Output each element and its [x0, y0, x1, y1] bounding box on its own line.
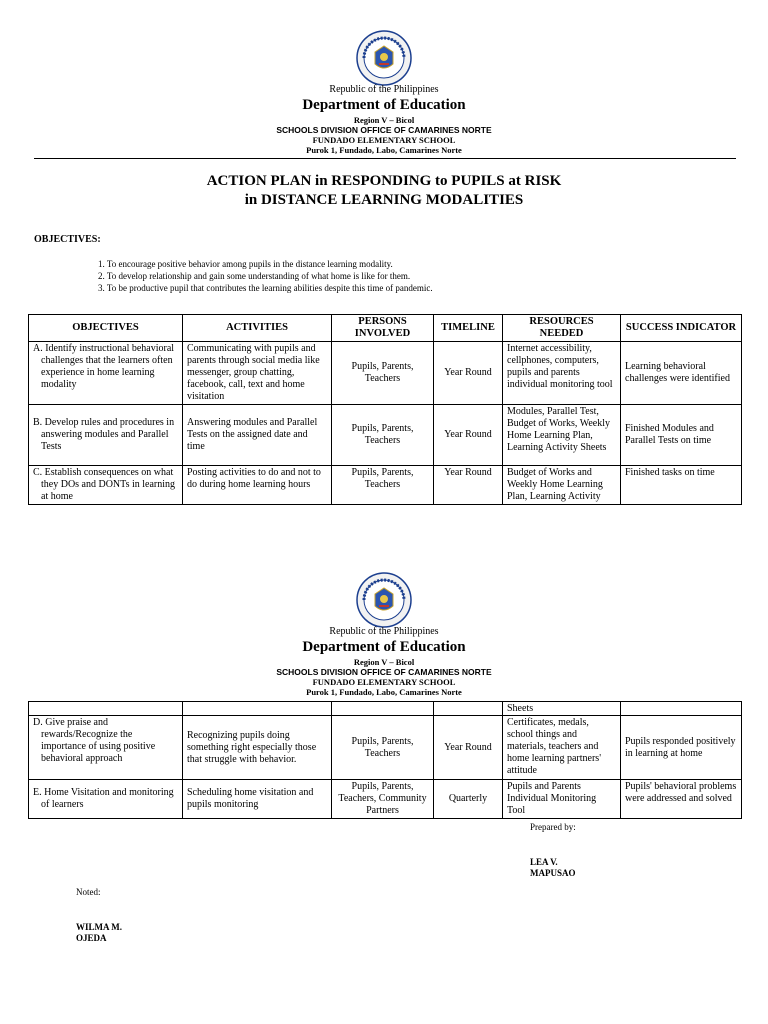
objectives-list [98, 258, 658, 294]
resources-cell: Sheets [503, 702, 621, 716]
table-row [29, 716, 742, 780]
objectives-label: OBJECTIVES: [34, 234, 101, 245]
header-divider [34, 158, 736, 159]
preparer-name [530, 857, 576, 879]
indicator-cell: Finished tasks on time [621, 466, 742, 505]
empty-cell [621, 702, 742, 716]
header-objectives: OBJECTIVES [29, 315, 183, 342]
empty-cell [29, 702, 183, 716]
timeline-cell: Year Round [434, 466, 503, 505]
objective-cell: A. Identify instructional behavioral challenges that the learners often experience in home learning modality [29, 342, 183, 405]
resources-cell: Budget of Works and Weekly Home Learning Plan, Learning Activity [503, 466, 621, 505]
objective-cell: E. Home Visitation and monitoring of learners [29, 780, 183, 819]
table-row [29, 466, 742, 505]
division-text: SCHOOLS DIVISION OFFICE OF CAMARINES NORTE [276, 125, 492, 135]
persons-cell: Pupils, Parents, Teachers [332, 716, 434, 780]
persons-cell: Pupils, Parents, Teachers, Community Partners [332, 780, 434, 819]
empty-cell [183, 702, 332, 716]
timeline-cell: Year Round [434, 342, 503, 405]
plan-title-line2: in DISTANCE LEARNING MODALITIES [244, 192, 524, 208]
activity-cell: Scheduling home visitation and pupils monitoring [183, 780, 332, 819]
preparer-name-line1: LEA V. [530, 857, 558, 867]
noted-label: Noted: [76, 887, 101, 897]
table-header-row [29, 315, 742, 342]
header-success-indicator: SUCCESS INDICATOR [621, 315, 742, 342]
school-address: Purok 1, Fundado, Labo, Camarines Norte [306, 145, 462, 155]
timeline-cell: Quarterly [434, 780, 503, 819]
objective-item: 1. To encourage positive behavior among pupils in the distance learning modality. [98, 259, 393, 269]
persons-cell: Pupils, Parents, Teachers [332, 405, 434, 466]
objective-cell: B. Develop rules and procedures in answering modules and Parallel Tests [29, 405, 183, 466]
table-row [29, 780, 742, 819]
activity-cell: Communicating with pupils and parents through social media like messenger, group chatting, facebook, call, text and home visitation [183, 342, 332, 405]
resources-cell: Internet accessibility, cellphones, computers, pupils and parents individual monitoring tool [503, 342, 621, 405]
activity-cell: Posting activities to do and not to do during home learning hours [183, 466, 332, 505]
resources-cell: Modules, Parallel Test, Budget of Works, Weekly Home Learning Plan, Learning Activity Sheets [503, 405, 621, 466]
indicator-cell: Pupils' behavioral problems were addressed and solved [621, 780, 742, 819]
empty-cell [332, 702, 434, 716]
action-plan-table [28, 314, 742, 505]
noter-name-line2: OJEDA [76, 933, 107, 943]
indicator-cell: Learning behavioral challenges were identified [621, 342, 742, 405]
table-row [29, 342, 742, 405]
action-plan-table-continued [28, 701, 742, 819]
noter-name-line1: WILMA M. [76, 922, 122, 932]
region-text: Region V – Bicol [353, 657, 415, 667]
empty-cell [434, 702, 503, 716]
indicator-cell: Finished Modules and Parallel Tests on time [621, 405, 742, 466]
school-name: FUNDADO ELEMENTARY SCHOOL [312, 135, 456, 145]
noter-name [76, 922, 122, 944]
department-title: Department of Education [302, 97, 466, 113]
timeline-cell: Year Round [434, 405, 503, 466]
plan-title-line1: ACTION PLAN in RESPONDING to PUPILS at RISK [206, 173, 562, 189]
deped-seal-logo [356, 572, 412, 628]
activity-cell: Answering modules and Parallel Tests on the assigned date and time [183, 405, 332, 466]
header-activities: ACTIVITIES [183, 315, 332, 342]
resources-cell: Certificates, medals, school things and materials, teachers and home learning partners' attitude [503, 716, 621, 780]
department-title: Department of Education [302, 639, 466, 655]
activity-cell: Recognizing pupils doing something right especially those that struggle with behavior. [183, 716, 332, 780]
header-persons-involved: PERSONS INVOLVED [332, 315, 434, 342]
republic-text: Republic of the Philippines [329, 626, 439, 637]
objective-item: 3. To be productive pupil that contributes the learning abilities despite this time of pandemic. [98, 283, 433, 293]
table-row [29, 702, 742, 716]
header-timeline: TIMELINE [434, 315, 503, 342]
table-row [29, 405, 742, 466]
persons-cell: Pupils, Parents, Teachers [332, 342, 434, 405]
school-address: Purok 1, Fundado, Labo, Camarines Norte [306, 687, 462, 697]
region-text: Region V – Bicol [353, 115, 415, 125]
republic-text: Republic of the Philippines [329, 84, 439, 95]
prepared-by-label: Prepared by: [530, 822, 576, 832]
school-name: FUNDADO ELEMENTARY SCHOOL [312, 677, 456, 687]
division-text: SCHOOLS DIVISION OFFICE OF CAMARINES NORTE [276, 667, 492, 677]
preparer-name-line2: MAPUSAO [530, 868, 576, 878]
deped-seal-logo [356, 30, 412, 86]
indicator-cell: Pupils responded positively in learning at home [621, 716, 742, 780]
header-resources-needed: RESOURCES NEEDED [503, 315, 621, 342]
objective-item: 2. To develop relationship and gain some understanding of what home is like for them. [98, 271, 411, 281]
timeline-cell: Year Round [434, 716, 503, 780]
resources-cell: Pupils and Parents Individual Monitoring Tool [503, 780, 621, 819]
persons-cell: Pupils, Parents, Teachers [332, 466, 434, 505]
objective-cell: C. Establish consequences on what they DOs and DONTs in learning at home [29, 466, 183, 505]
objective-cell: D. Give praise and rewards/Recognize the importance of using positive behavioral approach [29, 716, 183, 780]
